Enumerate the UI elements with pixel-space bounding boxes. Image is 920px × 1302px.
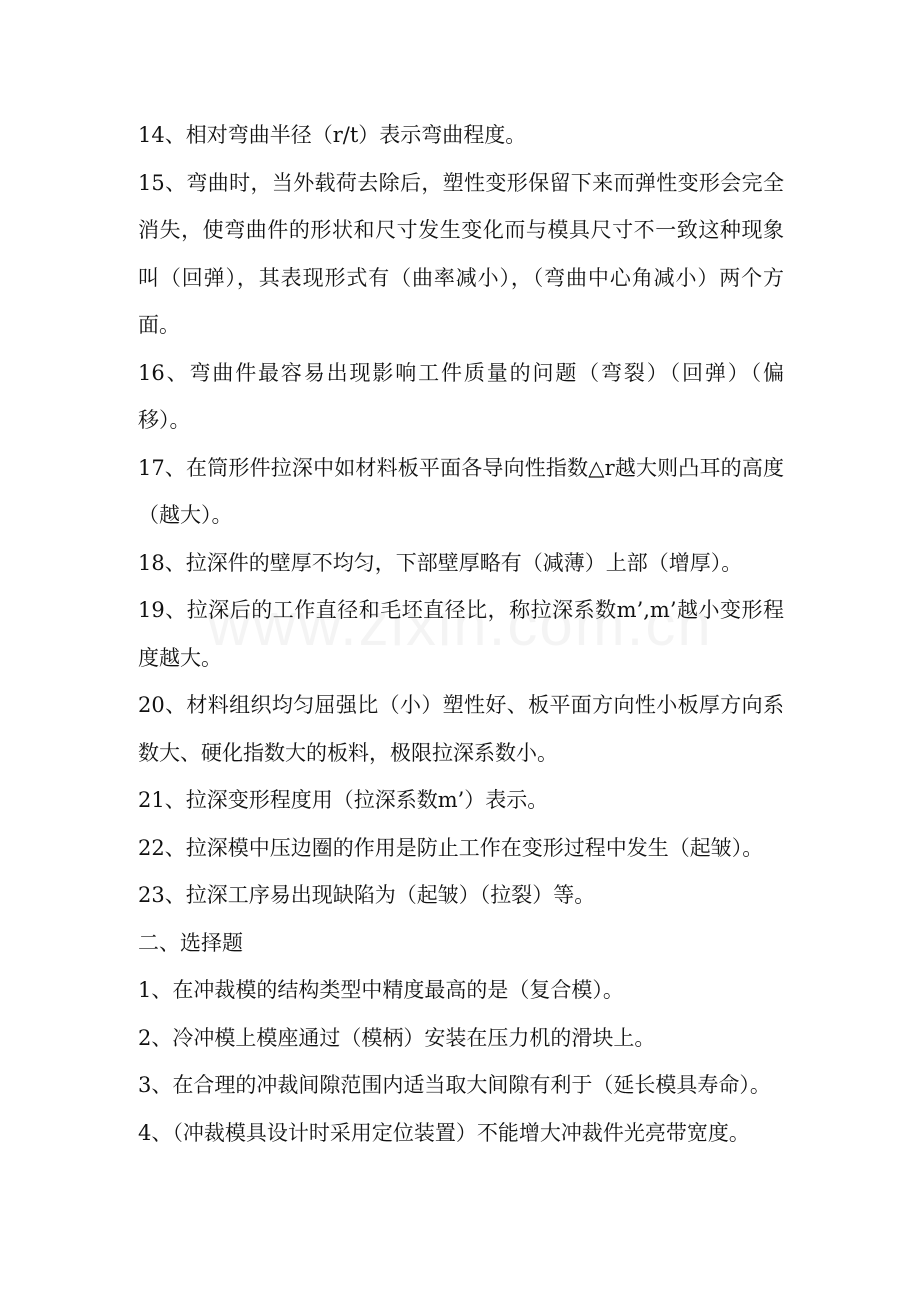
paragraph-item-20: 20、材料组织均匀屈强比（小）塑性好、板平面方向性小板厚方向系数大、硬化指数大的板料，极限拉深系数小。 xyxy=(138,693,784,765)
paragraph-item-22: 22、拉深模中压边圈的作用是防止工作在变形过程中发生（起皱）。 xyxy=(138,835,764,860)
document-body xyxy=(138,112,784,1157)
choice-item-1: 1、在冲裁模的结构类型中精度最高的是（复合模）。 xyxy=(138,978,624,1002)
paragraph-item-17: 17、在筒形件拉深中如材料板平面各导向性指数△r越大则凸耳的高度（越大）。 xyxy=(138,455,784,527)
paragraph-item-19: 19、拉深后的工作直径和毛坯直径比，称拉深系数m’,m’越小变形程度越大。 xyxy=(138,598,784,670)
choice-item-3: 3、在合理的冲裁间隙范围内适当取大间隙有利于（延长模具寿命）。 xyxy=(138,1073,771,1097)
choice-item-4: 4、（冲裁模具设计时采用定位装置）不能增大冲裁件光亮带宽度。 xyxy=(138,1120,750,1145)
paragraph-item-21: 21、拉深变形程度用（拉深系数m’）表示。 xyxy=(138,788,549,812)
paragraph-item-16: 16、弯曲件最容易出现影响工件质量的问题（弯裂）（回弹）（偏移）。 xyxy=(138,360,784,432)
choice-item-2: 2、冷冲模上模座通过（模柄）安装在压力机的滑块上。 xyxy=(138,1025,656,1050)
paragraph-item-18: 18、拉深件的壁厚不均匀，下部壁厚略有（减薄）上部（增厚）。 xyxy=(138,550,743,575)
paragraph-item-15: 15、弯曲时，当外载荷去除后，塑性变形保留下来而弹性变形会完全消失，使弯曲件的形状和尺寸发生变化而与模具尺寸不一致这种现象叫（回弹），其表现形式有（曲率减小），（弯曲中心角减小）两个方面。 xyxy=(138,170,784,337)
paragraph-item-14: 14、相对弯曲半径（r/t）表示弯曲程度。 xyxy=(138,123,527,147)
section-heading: 二、选择题 xyxy=(138,930,243,955)
paragraph-item-23: 23、拉深工序易出现缺陷为（起皱）（拉裂）等。 xyxy=(138,883,596,907)
